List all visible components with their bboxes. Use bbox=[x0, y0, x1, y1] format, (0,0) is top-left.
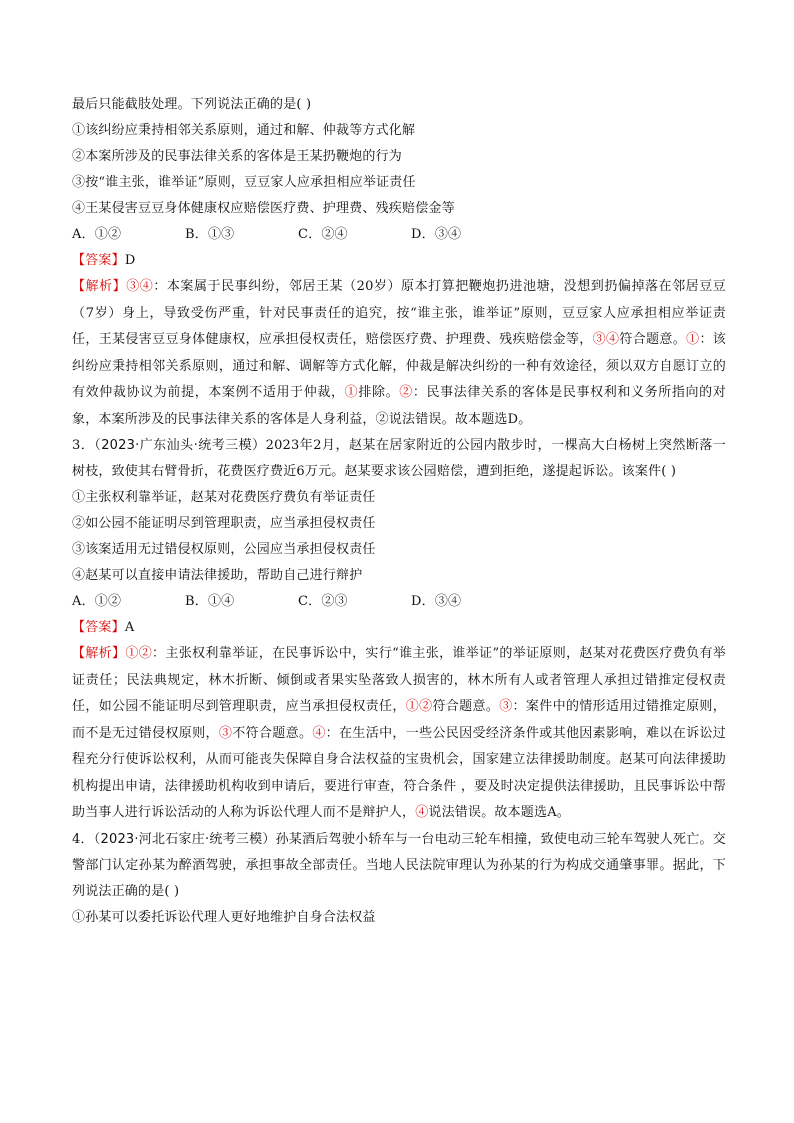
answer-label: 【答案】 bbox=[72, 253, 125, 268]
explain-text: ：该纠纷应秉持相邻关系原则，通过和解、调解等方式化解，仲裁是解决纠纷的一种有效途径，须以双方自愿订立的有效仲裁协议为前提，本案例不适用于仲裁， bbox=[72, 332, 726, 400]
q3-item-4: ④赵某可以直接申请法律援助，帮助自己进行辩护 bbox=[72, 568, 363, 583]
q3-options bbox=[72, 589, 726, 615]
explain-label: 【解析】 bbox=[72, 279, 127, 294]
question-source: （2023·广东汕头·统考三模） bbox=[94, 438, 266, 453]
q4-item-1: ①孙某可以委托诉讼代理人更好地维护自身合法权益 bbox=[72, 909, 376, 925]
question-number: 3． bbox=[72, 438, 95, 453]
q4-stem bbox=[72, 827, 726, 905]
q3-answer bbox=[72, 615, 726, 641]
explain-ref: ④ bbox=[312, 725, 326, 741]
explain-ref: ② bbox=[399, 385, 413, 400]
q3-item-3: ③该案适用无过错侵权原则，公园应当承担侵权责任 bbox=[72, 542, 376, 557]
explain-ref: ④ bbox=[415, 805, 429, 820]
question-text: 孙某酒后驾驶小轿车与一台电动三轮车相撞，致使电动三轮车驾驶人死亡。交警部门认定孙某为醉酒驾驶，承担事故全部责任。当地人民法院审理认为孙某的行为构成交通肇事罪。据此，下列说法正确的是( ) bbox=[72, 831, 726, 899]
q2-answer bbox=[72, 248, 726, 274]
question-number: 4． bbox=[72, 831, 94, 847]
q3-item-1: ①主张权利靠举证，赵某对花费医疗费负有举证责任 bbox=[72, 490, 376, 505]
explain-ref: ① bbox=[344, 385, 359, 400]
explain-ref: ① bbox=[686, 332, 700, 347]
explain-ref: ③④ bbox=[592, 332, 620, 347]
explain-tail: 说法错误。故本题选D。 bbox=[388, 411, 532, 427]
q2-option-c: C．②④ bbox=[298, 227, 348, 242]
explain-text: 符合题意。 bbox=[619, 332, 687, 347]
q2-explanation bbox=[72, 274, 726, 433]
q3-explanation bbox=[72, 641, 726, 827]
explain-ref: ③ bbox=[218, 725, 233, 741]
explain-text: ：民事法律关系的客体是民事权利和义务所指向的对象，本案所涉及的民事法律关系的客体是人身利益， bbox=[72, 385, 726, 427]
explain-text: ：在生活中，一些公民因受经济条件或其他因素影响，难以在诉讼过程充分行使诉讼权利，从而可能丧失保障自身合法权益的宝贵机会，国家建立法律援助制度。赵某可向法律援助机构提出申请，法律援助机构收到申请后，要进行审查，符合条件 ，要及时决定提供法律援助，且民事诉讼中帮助当事人进行诉讼活动的人称为诉讼代理人而不是辩护人， bbox=[72, 725, 727, 820]
q2-item-3: ③按“谁主张，谁举证”原则，豆豆家人应承担相应举证责任 bbox=[72, 175, 416, 190]
q3-option-d: D．③④ bbox=[411, 594, 462, 609]
question-text: 2023年2月，赵某在居家附近的公园内散步时，一棵高大白杨树上突然断落一树枝，致使其右臂骨折，花费医疗费近6万元。赵某要求该公园赔偿，遭到拒绝，遂提起诉讼。该案件( ) bbox=[72, 438, 727, 479]
answer-label: 【答案】 bbox=[72, 620, 125, 635]
q3-stem bbox=[72, 433, 726, 485]
explain-ref: ③ bbox=[499, 699, 513, 714]
explain-label: 【解析】 bbox=[72, 646, 126, 661]
explain-ref: ①② bbox=[405, 699, 433, 714]
explain-text: 符合题意。 bbox=[432, 699, 500, 714]
q3-option-a: A．①② bbox=[72, 594, 122, 609]
q2-stem-tail: 最后只能截肢处理。下列说法正确的是( ) bbox=[72, 97, 312, 112]
q2-option-d: D．③④ bbox=[411, 227, 462, 242]
explain-text: ：案件中的情形适用过错推定原则，而不是无过错侵权原则， bbox=[72, 699, 726, 741]
q2-item-2: ②本案所涉及的民事法律关系的客体是王某扔鞭炮的行为 bbox=[72, 149, 403, 164]
answer-value: A bbox=[124, 620, 135, 635]
explain-body: ：主张权利靠举证，在民事诉讼中，实行“谁主张，谁举证”的举证原则，赵某对花费医疗费负有举证责任；民法典规定，林木折断、倾倒或者果实坠落致人损害的，林木所有人或者管理人承担过错推定侵权责任，如公园不能证明尽到管理职责，应当承担侵权责任， bbox=[72, 646, 727, 714]
q2-option-b: B．①③ bbox=[185, 227, 235, 242]
explain-text: 排除。 bbox=[358, 385, 400, 400]
q2-options bbox=[72, 222, 726, 248]
question-source: （2023·河北石家庄·统考三模） bbox=[93, 831, 276, 847]
explain-lead: ①② bbox=[125, 646, 153, 661]
q2-option-a: A．①② bbox=[72, 227, 122, 242]
explain-lead: ③④ bbox=[126, 279, 154, 294]
q3-option-b: B．①④ bbox=[185, 594, 235, 609]
explain-ref: ② bbox=[375, 411, 389, 427]
explain-tail: 说法错误。故本题选A。 bbox=[428, 805, 570, 820]
q2-item-4: ④王某侵害豆豆身体健康权应赔偿医疗费、护理费、残疾赔偿金等 bbox=[72, 201, 455, 216]
explain-body: ：本案属于民事纠纷，邻居王某（20岁）原本打算把鞭炮扔进池塘，没想到扔偏掉落在邻居豆豆（7岁）身上，导致受伤严重，针对民事责任的追究，按“谁主张，谁举证”原则，豆豆家人应承担相应举证责任，王某侵害豆豆身体健康权，应承担侵权责任，赔偿医疗费、护理费、残疾赔偿金等， bbox=[72, 279, 726, 347]
q3-item-2: ②如公园不能证明尽到管理职责，应当承担侵权责任 bbox=[72, 516, 376, 531]
q3-option-c: C．②③ bbox=[298, 594, 348, 609]
answer-value: D bbox=[124, 253, 136, 268]
explain-text: 不符合题意。 bbox=[232, 725, 313, 741]
q2-item-1: ①该纠纷应秉持相邻关系原则，通过和解、仲裁等方式化解 bbox=[72, 123, 416, 138]
document-content bbox=[72, 92, 726, 931]
